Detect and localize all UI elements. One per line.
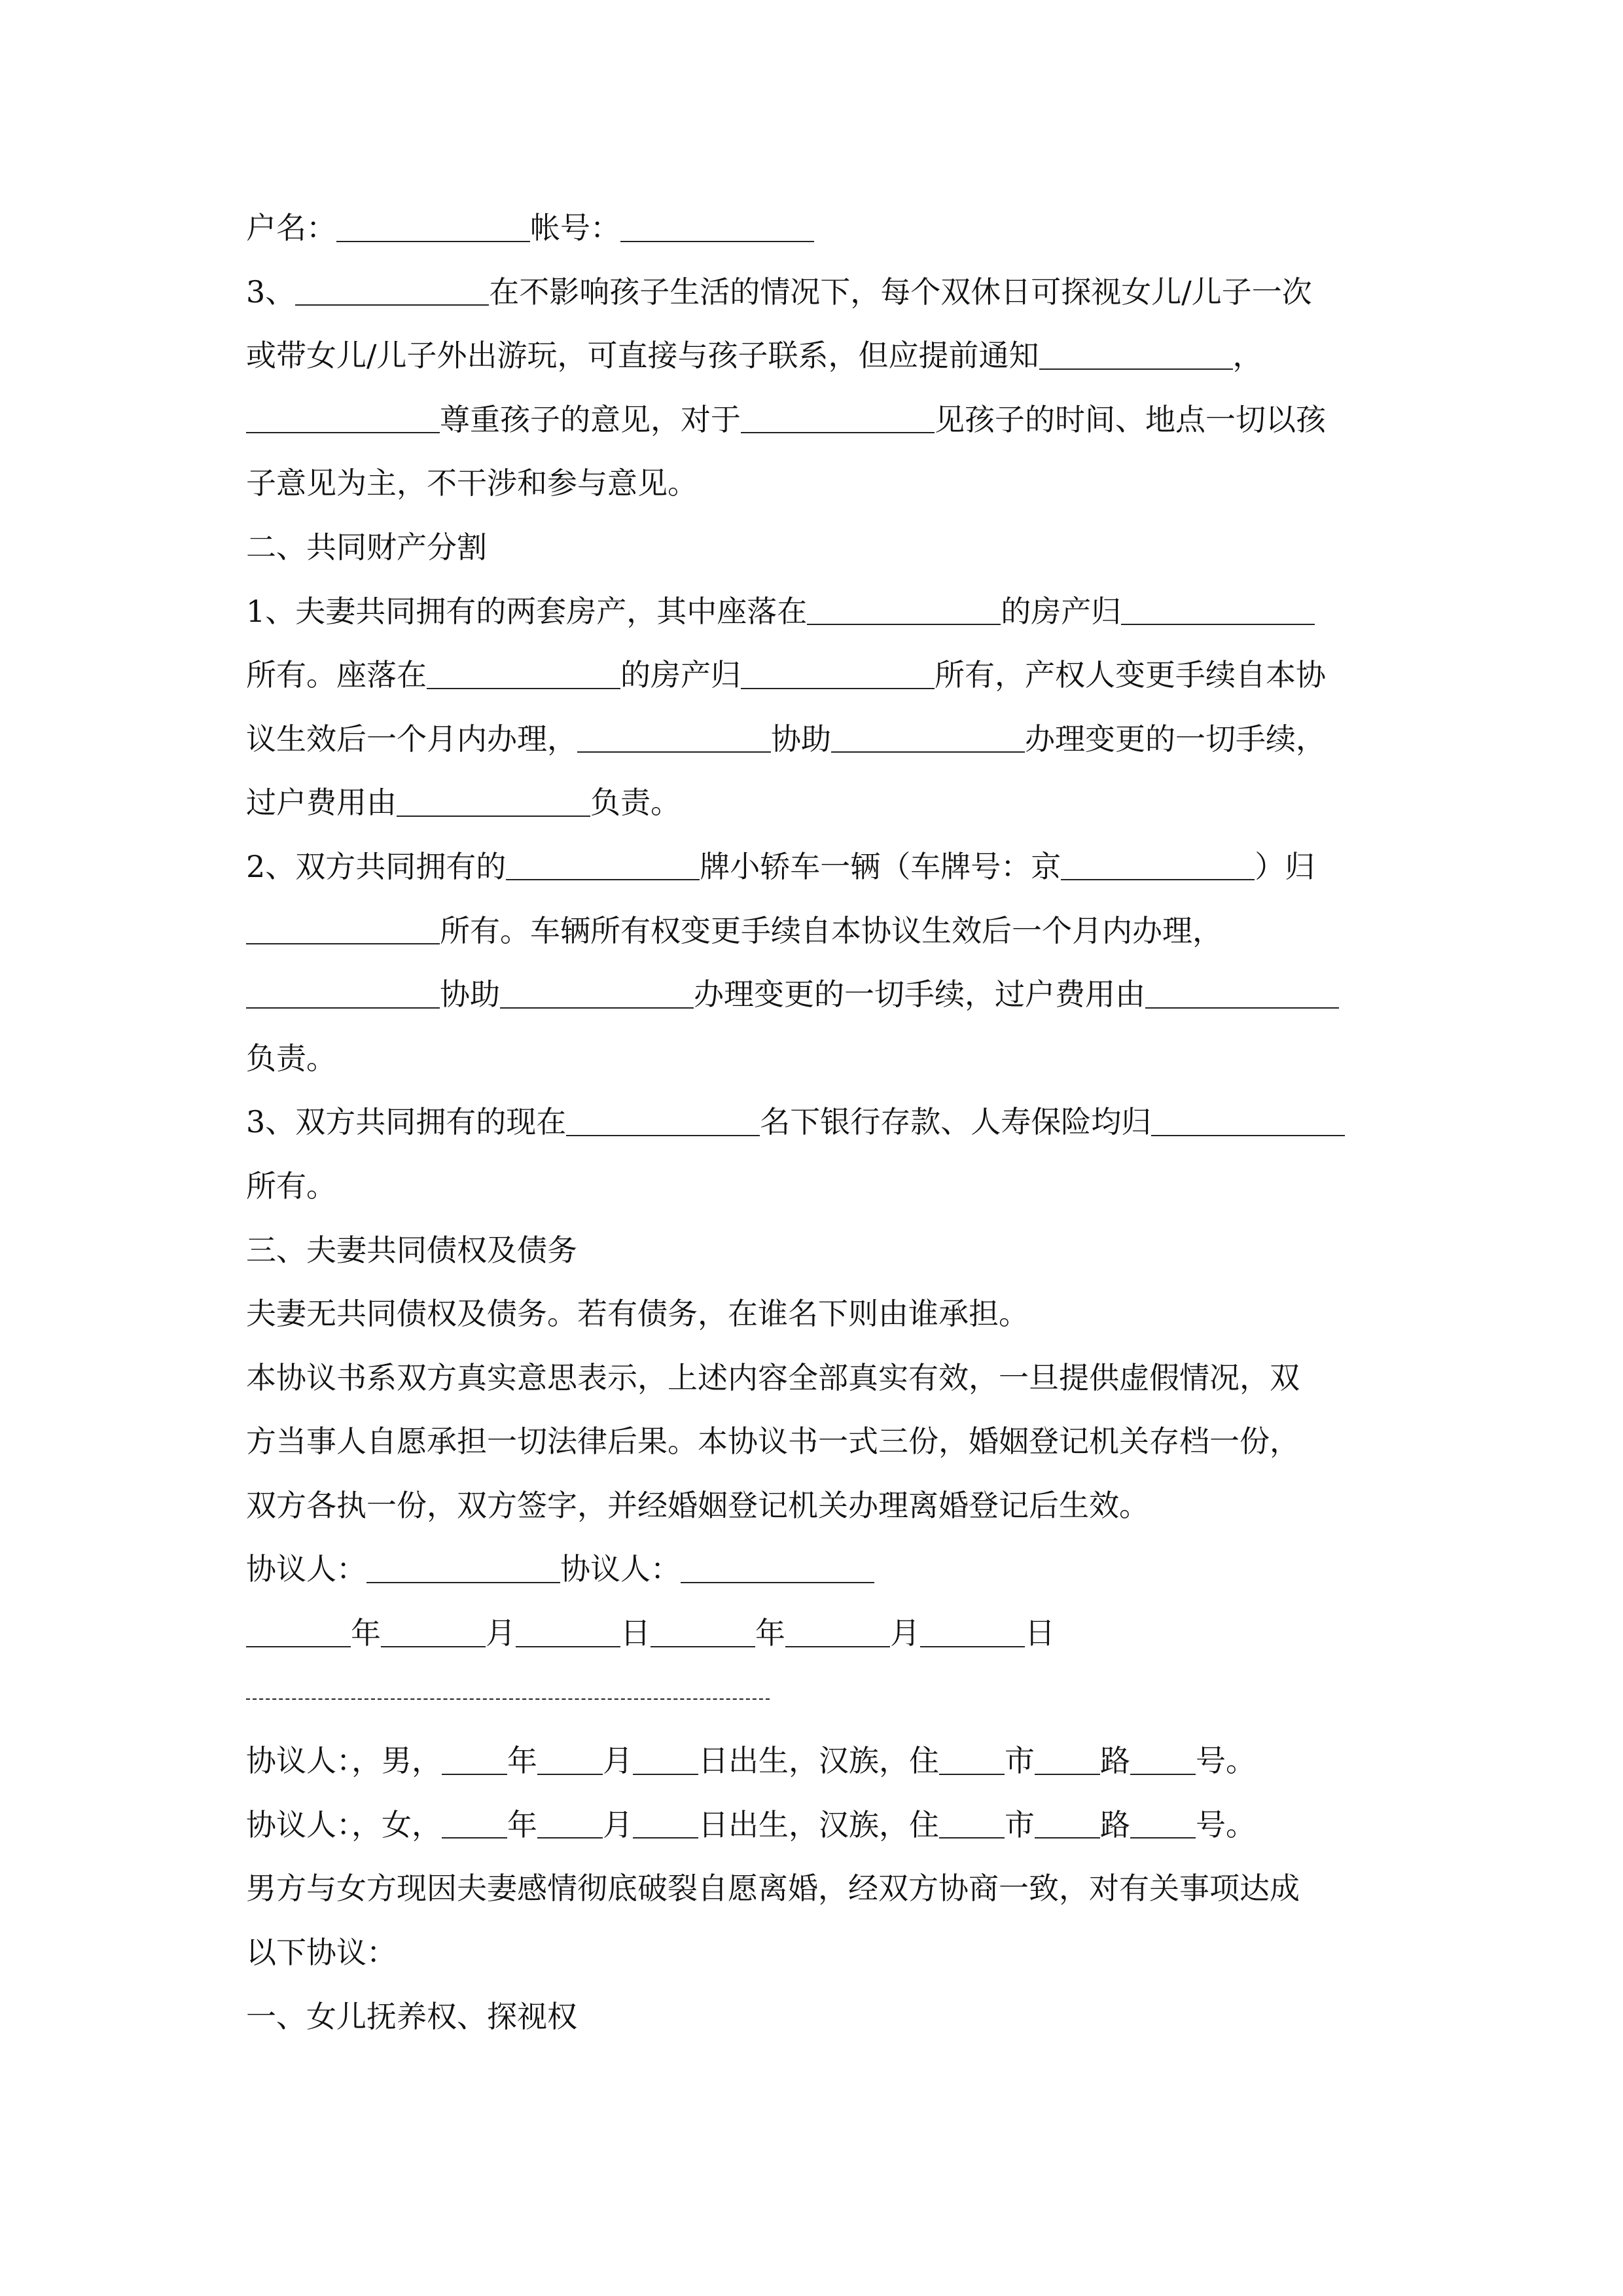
text: ，	[1232, 338, 1263, 374]
text: 方当事人自愿承担一切法律后果。本协议书一式三份，婚姻登记机关存档一份，	[246, 1424, 1300, 1460]
blank	[651, 1617, 755, 1647]
party-male-line	[246, 1729, 1385, 1793]
property-clause-3-line-2	[246, 1155, 1385, 1219]
intro-line-2	[246, 1921, 1385, 1985]
property-clause-2-line-2	[246, 899, 1385, 963]
blank	[1130, 1809, 1196, 1839]
account-number-blank	[620, 212, 814, 242]
text: 负责。	[246, 1040, 336, 1076]
text: 的房产归	[620, 657, 741, 693]
clause-number: 3、	[246, 274, 296, 310]
text: 协议人：，女，	[246, 1806, 442, 1842]
signatory-label: 协议人：	[560, 1551, 681, 1587]
property-clause-2-line-1	[246, 835, 1385, 899]
text: 在不影响孩子生活的情况下，每个双休日可探视女儿/儿子一次	[489, 274, 1312, 310]
text: 办理变更的一切手续，	[1025, 721, 1326, 757]
blank	[939, 1809, 1005, 1839]
text: 日出生，汉族，住	[698, 1743, 939, 1779]
blank	[633, 1809, 698, 1839]
blank	[807, 595, 1001, 625]
account-line	[246, 196, 1385, 260]
text: 1、夫妻共同拥有的两套房产，其中座落在	[246, 593, 808, 629]
blank	[633, 1745, 698, 1775]
section-heading: 一、女儿抚养权、探视权	[246, 1998, 577, 2034]
document-body	[246, 196, 1385, 2049]
text: 日	[620, 1615, 651, 1651]
blank	[246, 914, 440, 944]
blank	[566, 1106, 760, 1136]
signature-blank	[366, 1553, 560, 1583]
signature-blank	[681, 1553, 874, 1583]
section-3-heading	[246, 1219, 1385, 1283]
text: 月	[486, 1615, 516, 1651]
text: 路	[1100, 1806, 1130, 1842]
property-clause-2-line-3	[246, 963, 1385, 1027]
text: 负责。	[590, 785, 681, 821]
blank	[500, 978, 694, 1009]
property-clause-1-line-1	[246, 580, 1385, 644]
party-female-line	[246, 1793, 1385, 1857]
blank	[381, 1617, 486, 1647]
blank	[785, 1617, 890, 1647]
signature-line	[246, 1537, 1385, 1602]
blank	[442, 1745, 507, 1775]
blank	[577, 723, 771, 753]
closing-paragraph-line-2	[246, 1410, 1385, 1474]
account-name-blank	[336, 212, 530, 242]
blank	[741, 404, 935, 434]
text: 日	[1025, 1615, 1055, 1651]
blank	[1039, 340, 1233, 370]
text: 协助	[440, 977, 500, 1013]
blank	[246, 1617, 351, 1647]
blank	[516, 1617, 620, 1647]
blank	[246, 978, 440, 1009]
property-clause-2-line-4	[246, 1027, 1385, 1091]
text: 牌小轿车一辆（车牌号：京	[700, 848, 1061, 884]
blank	[537, 1745, 603, 1775]
text: 协议人：，男，	[246, 1743, 442, 1779]
text: 双方各执一份，双方签字，并经婚姻登记机关办理离婚登记后生效。	[246, 1487, 1149, 1523]
closing-paragraph-line-1	[246, 1346, 1385, 1410]
blank	[831, 723, 1025, 753]
text: 年	[507, 1806, 537, 1842]
text: 3、双方共同拥有的现在	[246, 1104, 567, 1140]
text: 号。	[1196, 1743, 1256, 1779]
text: 日出生，汉族，住	[698, 1806, 939, 1842]
clause-3-line-4	[246, 452, 1385, 516]
blank	[246, 404, 440, 434]
blank	[295, 276, 489, 306]
text: 夫妻无共同债权及债务。若有债务，在谁名下则由谁承担。	[246, 1296, 1029, 1332]
blank	[537, 1809, 603, 1839]
text: 协助	[771, 721, 831, 757]
section-heading: 二、共同财产分割	[246, 529, 487, 565]
text: 男方与女方现因夫妻感情彻底破裂自愿离婚，经双方协商一致，对有关事项达成	[246, 1871, 1300, 1907]
text: 见孩子的时间、地点一切以孩	[935, 401, 1326, 437]
text: 所有。	[246, 1168, 336, 1204]
blank	[397, 787, 590, 817]
text: 年	[507, 1743, 537, 1779]
property-clause-1-line-2	[246, 643, 1385, 708]
text: 办理变更的一切手续，过户费用由	[694, 977, 1145, 1013]
text: 尊重孩子的意见，对于	[440, 401, 741, 437]
blank	[939, 1745, 1005, 1775]
blank	[442, 1809, 507, 1839]
property-clause-1-line-3	[246, 708, 1385, 772]
blank	[1121, 595, 1315, 625]
blank	[1130, 1745, 1196, 1775]
property-clause-3-line-1	[246, 1090, 1385, 1155]
text: 市	[1005, 1743, 1035, 1779]
blank	[741, 659, 935, 689]
text: 路	[1100, 1743, 1130, 1779]
text: 月	[603, 1806, 633, 1842]
blank	[1151, 1106, 1345, 1136]
text: 月	[890, 1615, 920, 1651]
text: 的房产归	[1001, 593, 1122, 629]
blank	[506, 851, 700, 881]
text: 月	[603, 1743, 633, 1779]
clause-3-line-2	[246, 324, 1385, 388]
blank	[1035, 1809, 1100, 1839]
section-2-heading	[246, 516, 1385, 580]
blank	[1035, 1745, 1100, 1775]
section-1-heading	[246, 1985, 1385, 2049]
text: 或带女儿/儿子外出游玩，可直接与孩子联系，但应提前通知	[246, 338, 1039, 374]
clause-3-line-3	[246, 388, 1385, 452]
clause-3-line-1	[246, 260, 1385, 325]
text: 子意见为主，不干涉和参与意见。	[246, 465, 698, 501]
text: 市	[1005, 1806, 1035, 1842]
intro-line-1	[246, 1857, 1385, 1921]
debt-text	[246, 1282, 1385, 1346]
blank	[920, 1617, 1025, 1647]
text: 本协议书系双方真实意思表示，上述内容全部真实有效，一旦提供虚假情况，双	[246, 1359, 1300, 1395]
text: 以下协议：	[246, 1935, 397, 1971]
blank	[1061, 851, 1255, 881]
blank	[1145, 978, 1339, 1009]
section-divider	[246, 1666, 770, 1730]
blank	[427, 659, 620, 689]
closing-paragraph-line-3	[246, 1474, 1385, 1538]
text: 2、双方共同拥有的	[246, 848, 507, 884]
account-number-label: 帐号：	[530, 210, 620, 245]
text: 年	[351, 1615, 381, 1651]
text: 名下银行存款、人寿保险均归	[760, 1104, 1152, 1140]
date-line	[246, 1602, 1385, 1666]
property-clause-1-line-4	[246, 771, 1385, 835]
signatory-label: 协议人：	[246, 1551, 366, 1587]
section-heading: 三、夫妻共同债权及债务	[246, 1232, 577, 1268]
text: 所有。座落在	[246, 657, 427, 693]
text: 号。	[1196, 1806, 1256, 1842]
text: 过户费用由	[246, 785, 397, 821]
text: 所有。车辆所有权变更手续自本协议生效后一个月内办理，	[440, 912, 1222, 948]
text: 所有，产权人变更手续自本协	[935, 657, 1326, 693]
text: 议生效后一个月内办理，	[246, 721, 577, 757]
account-name-label: 户名：	[246, 210, 336, 245]
text: 年	[755, 1615, 785, 1651]
text: ）归	[1255, 848, 1315, 884]
